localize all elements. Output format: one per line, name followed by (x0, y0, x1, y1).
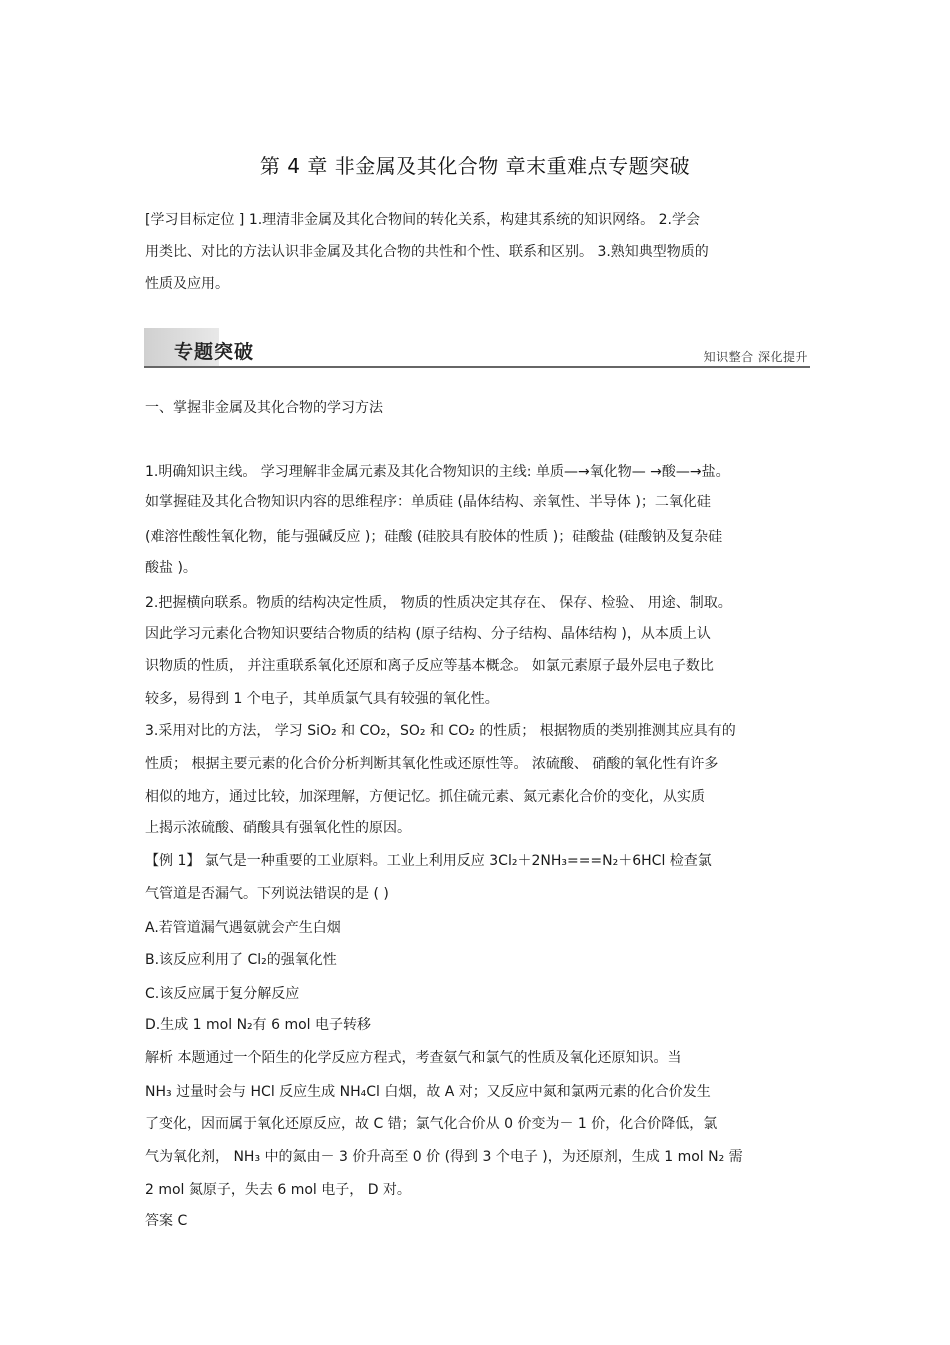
option-b: B.该反应利用了 Cl₂的强氧化性 (145, 952, 337, 968)
analysis-line: 气为氧化剂， NH₃ 中的氮由－ 3 价升高至 0 价 (得到 3 个电子 )，为还原剂，生成 1 mol N₂ 需 (145, 1149, 743, 1165)
option-d: D.生成 1 mol N₂有 6 mol 电子转移 (145, 1017, 372, 1033)
section-heading: 一、掌握非金属及其化合物的学习方法 (145, 400, 383, 416)
option-a: A.若管道漏气遇氨就会产生白烟 (145, 920, 341, 936)
paragraph-line: 识物质的性质， 并注重联系氧化还原和离子反应等基本概念。 如氯元素原子最外层电子数比 (145, 658, 714, 674)
learning-goal-line: 性质及应用。 (145, 276, 229, 292)
paragraph-line: (难溶性酸性氧化物，能与强碱反应 )；硅酸 (硅胶具有胶体的性质 )；硅酸盐 (硅酸钠及复杂硅 (145, 529, 723, 545)
analysis-line: 了变化，因而属于氧化还原反应，故 C 错；氯气化合价从 0 价变为－ 1 价，化合价降低，氯 (145, 1116, 718, 1132)
analysis-line: NH₃ 过量时会与 HCl 反应生成 NH₄Cl 白烟，故 A 对；又反应中氮和氯两元素的化合价发生 (145, 1084, 711, 1100)
example-question: 【例 1】 氯气是一种重要的工业原料。工业上利用反应 3Cl₂＋2NH₃===N₂＋6HCl 检查氯 (145, 853, 712, 869)
paragraph-line: 相似的地方，通过比较，加深理解，方便记忆。抓住硫元素、氮元素化合价的变化，从实质 (145, 789, 705, 805)
paragraph-line: 2.把握横向联系。物质的结构决定性质， 物质的性质决定其存在、 保存、检验、 用途、制取。 (145, 595, 732, 611)
section-title: 专题突破 (174, 341, 255, 363)
paragraph-line: 性质； 根据主要元素的化合价分析判断其氧化性或还原性等。 浓硫酸、 硝酸的氧化性有许多 (145, 756, 719, 772)
paragraph-line: 1.明确知识主线。 学习理解非金属元素及其化合物知识的主线: 单质—→氧化物— →酸—→盐。 (145, 464, 730, 480)
section-divider (144, 366, 810, 368)
analysis-line: 解析 本题通过一个陌生的化学反应方程式，考查氨气和氯气的性质及氧化还原知识。当 (145, 1050, 682, 1066)
paragraph-line: 上揭示浓硫酸、硝酸具有强氧化性的原因。 (145, 820, 411, 836)
paragraph-line: 因此学习元素化合物知识要结合物质的结构 (原子结构、分子结构、晶体结构 )，从本质上认 (145, 626, 711, 642)
section-tagline: 知识整合 深化提升 (703, 350, 808, 364)
paragraph-line: 较多，易得到 1 个电子，其单质氯气具有较强的氧化性。 (145, 691, 499, 707)
chapter-title: 第 4 章 非金属及其化合物 章末重难点专题突破 (259, 154, 691, 178)
paragraph-line: 如掌握硅及其化合物知识内容的思维程序：单质硅 (晶体结构、亲氧性、半导体 )；二氧化硅 (145, 494, 711, 510)
section-header (144, 328, 810, 368)
example-question: 气管道是否漏气。下列说法错误的是 ( ) (145, 886, 389, 902)
learning-goal-line: [学习目标定位 ] 1.理清非金属及其化合物间的转化关系，构建其系统的知识网络。 2.学会 (145, 212, 700, 228)
option-c: C.该反应属于复分解反应 (145, 986, 300, 1002)
paragraph-line: 酸盐 )。 (145, 560, 197, 576)
answer: 答案 C (145, 1213, 188, 1229)
analysis-line: 2 mol 氮原子，失去 6 mol 电子， D 对。 (145, 1182, 411, 1198)
learning-goal-line: 用类比、对比的方法认识非金属及其化合物的共性和个性、联系和区别。 3.熟知典型物质的 (145, 244, 709, 260)
paragraph-line: 3.采用对比的方法， 学习 SiO₂ 和 CO₂，SO₂ 和 CO₂ 的性质； 根据物质的类别推测其应具有的 (145, 723, 736, 739)
